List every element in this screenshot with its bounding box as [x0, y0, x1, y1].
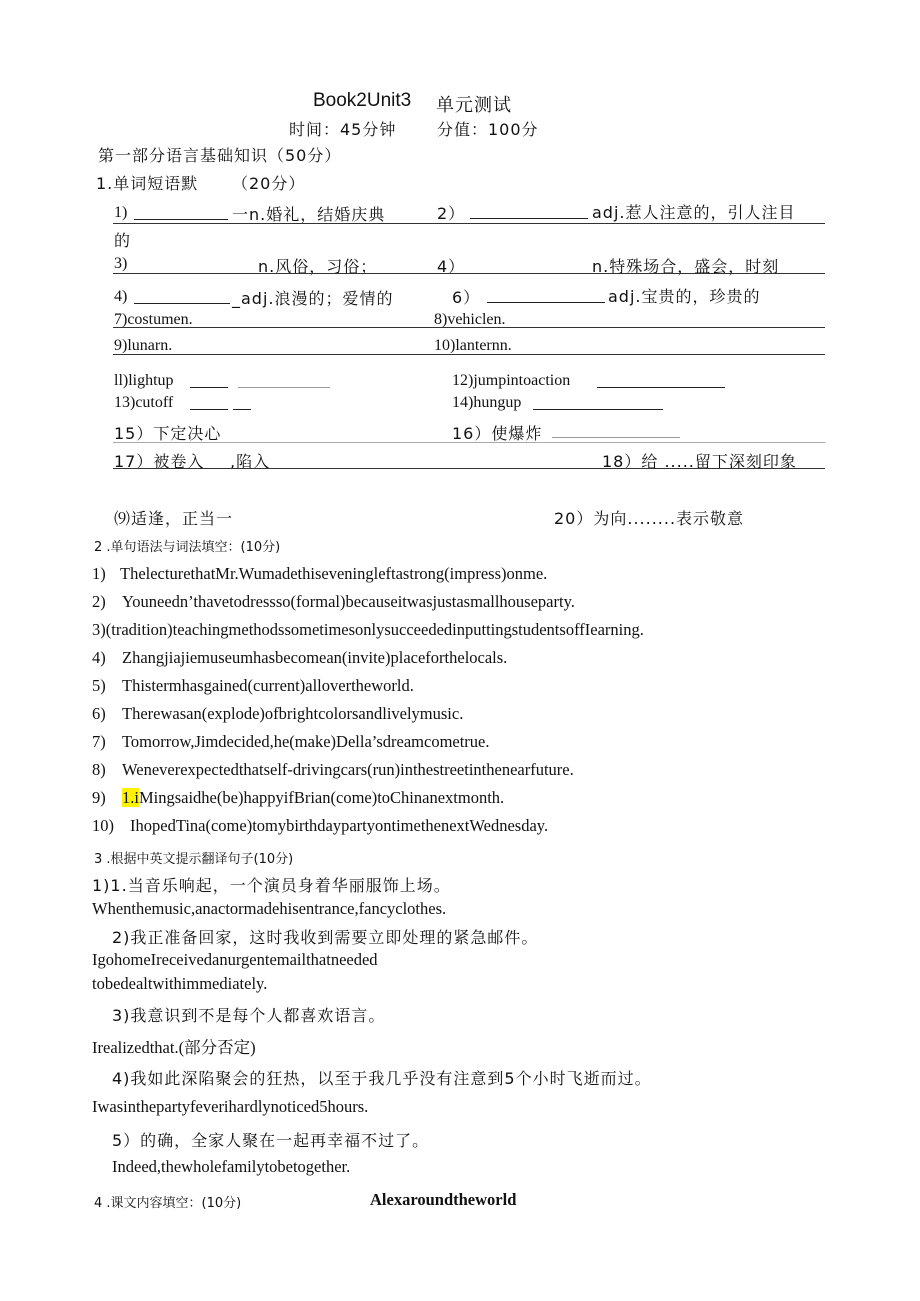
word-11-blank[interactable] — [190, 373, 228, 388]
word-12: 12)jumpintoaction — [452, 372, 571, 389]
word-2-blank[interactable] — [470, 203, 588, 219]
item-sentence: Tomorrow,Jimdecided,he(make)Della’sdreamcometrue. — [122, 732, 490, 751]
translation-5-cn: 5）的确，全家人聚在一起再幸福不过了。 — [112, 1131, 430, 1150]
word-2-number: 2） — [437, 204, 466, 223]
part1-heading: 第一部分语言基础知识（50分） — [98, 146, 342, 165]
passage-title: Alexaroundtheworld — [370, 1190, 517, 1209]
item-sentence: Youneedn’thavetodressso(formal)becauseitwasjustasmallhouseparty. — [122, 592, 575, 611]
translation-4-cn: 4)我如此深陷聚会的狂热，以至于我几乎没有注意到5个小时飞逝而过。 — [112, 1069, 652, 1088]
word-5-blank[interactable] — [134, 288, 230, 304]
item-sentence: Thistermhasgained(current)allovertheworld. — [122, 676, 414, 695]
word-12-blank[interactable] — [597, 373, 725, 388]
sec3-title: 3 .根据中英文提示翻译句子(10分) — [94, 852, 294, 867]
word-18: 18）给 .....留下深刻印象 — [602, 452, 797, 471]
grammar-item — [92, 760, 574, 780]
row-rule — [113, 442, 825, 443]
word-1-definition: 一n.婚礼，结婚庆典 — [232, 205, 386, 224]
item-number: 5) — [92, 676, 106, 695]
translation-2-cn: 2)我正准备回家，这时我收到需要立即处理的紧急邮件。 — [112, 928, 539, 947]
grammar-item — [92, 620, 644, 640]
word-4-number: 4） — [437, 257, 466, 276]
word-10: 10)lanternn. — [434, 337, 512, 354]
item-number: 4) — [92, 648, 106, 667]
word-6-definition: adj.宝贵的，珍贵的 — [608, 287, 761, 306]
translation-2-en: IgohomeIreceivedanurgentemailthatneeded — [92, 950, 378, 969]
sec4-title: 4 .课文内容填空：(10分) — [94, 1196, 242, 1211]
translation-4-en: Iwasinthepartyfeverihardlynoticed5hours. — [92, 1097, 369, 1116]
word-16: 16）使爆炸 — [452, 424, 543, 443]
sec2-title: 2 .单句语法与词法填空：(10分) — [94, 540, 281, 555]
sec1-title: 1.单词短语默 — [96, 174, 199, 193]
item-number: 7) — [92, 732, 106, 751]
page-title-cn: 单元测试 — [436, 95, 512, 116]
item-sentence: (tradition)teachingmethodssometimesonlysucceededinputtingstudentsoffIearning. — [105, 620, 644, 639]
grammar-item — [92, 676, 414, 696]
word-5-definition: _adj.浪漫的；爱情的 — [232, 289, 394, 308]
item-sentence: Weneverexpectedthatself-drivingcars(run)inthestreetinthenearfuture. — [122, 760, 574, 779]
word-13-blank[interactable] — [190, 395, 228, 410]
translation-2-en-cont: tobedealtwithimmediately. — [92, 974, 268, 993]
word-2-definition-cont: 的 — [114, 231, 132, 250]
word-13: 13)cutoff — [114, 394, 174, 411]
word-7: 7)costumen. — [114, 311, 193, 328]
word-2-definition: adj.惹人注意的，引人注目 — [592, 203, 796, 222]
word-14: 14)hungup — [452, 394, 522, 411]
word-8: 8)vehiclen. — [434, 311, 506, 328]
translation-5-en: Indeed,thewholefamilytobetogether. — [112, 1157, 351, 1176]
grammar-item — [92, 732, 490, 752]
item-sentence: ThelecturethatMr.Wumadethiseveningleftastrong(impress)onme. — [120, 564, 548, 583]
word-5-number: 4) — [114, 288, 128, 305]
item-number: 10) — [92, 816, 114, 835]
item-number: 1) — [92, 564, 106, 583]
item-sentence: Mingsaidhe(be)happyifBrian(come)toChinanextmonth. — [138, 788, 505, 807]
translation-3-en: Irealizedthat.(部分否定) — [92, 1038, 256, 1057]
item-number: 9) — [92, 788, 106, 807]
item-sentence: Zhangjiajiemuseumhasbecomean(invite)placeforthelocals. — [122, 648, 508, 667]
row-rule — [113, 327, 825, 328]
word-1-blank[interactable] — [134, 204, 228, 220]
row-rule — [113, 223, 825, 224]
word-17: 17）被卷入 — [114, 452, 205, 471]
grammar-item — [92, 788, 504, 808]
word-3-definition: n.风俗，习俗； — [258, 257, 378, 276]
word-3-number: 3) — [114, 255, 128, 272]
grammar-item — [92, 816, 548, 836]
grammar-item — [92, 648, 507, 668]
word-6-number: 6） — [452, 288, 481, 307]
translation-1-en: Whenthemusic,anactormadehisentrance,fancyclothes. — [92, 899, 447, 918]
item-number: 2) — [92, 592, 106, 611]
word-11: ll)lightup — [114, 372, 174, 389]
word-6-blank[interactable] — [487, 287, 605, 303]
time-limit: 时间：45分钟 — [289, 120, 397, 139]
word-13-blank-extra[interactable] — [233, 395, 251, 410]
translation-3-cn: 3)我意识到不是每个人都喜欢语言。 — [112, 1006, 386, 1025]
word-20: 20）为向........表示敬意 — [554, 509, 745, 528]
word-1-number: 1) — [114, 204, 128, 221]
item-number: 6) — [92, 704, 106, 723]
word-15: 15）下定决心 — [114, 424, 222, 443]
item-sentence: IhopedTina(come)tomybirthdaypartyontimethenextWednesday. — [130, 816, 549, 835]
item-number: 8) — [92, 760, 106, 779]
word-14-blank[interactable] — [533, 395, 663, 410]
word-19: ⑼适逢，正当一 — [114, 509, 234, 528]
item-number: 3) — [92, 620, 106, 639]
sec1-score: （20分） — [232, 174, 306, 193]
grammar-item — [92, 564, 547, 584]
item-sentence: Therewasan(explode)ofbrightcolorsandlivelymusic. — [122, 704, 464, 723]
word-16-blank[interactable] — [552, 423, 680, 438]
translation-1-cn: 1)1.当音乐响起，一个演员身着华丽服饰上场。 — [92, 876, 451, 895]
grammar-item — [92, 704, 463, 724]
row-rule — [113, 354, 825, 355]
grammar-item — [92, 592, 575, 612]
row-rule — [113, 468, 825, 469]
word-9: 9)lunarn. — [114, 337, 173, 354]
word-4-definition: n.特殊场合，盛会，时刻 — [592, 257, 780, 276]
word-11-blank-extra[interactable] — [238, 373, 330, 388]
row-rule — [113, 273, 825, 274]
highlighted-mark: 1.i — [122, 788, 139, 807]
word-17-cont: ,陷入 — [230, 452, 271, 471]
total-score: 分值：100分 — [437, 120, 539, 139]
page-title: Book2Unit3 — [313, 90, 412, 111]
